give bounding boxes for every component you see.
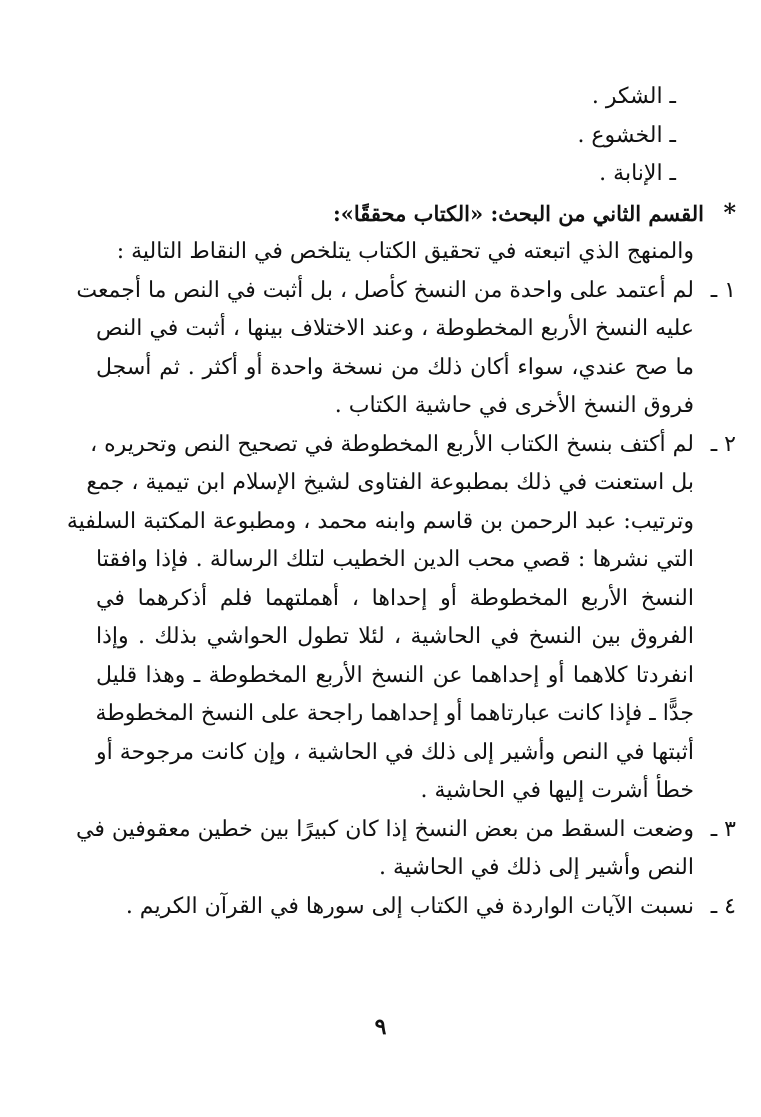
list-item-line: أثبتها في النص وأشير إلى ذلك في الحاشية ، وإن كانت مرجوحة أو [96,739,694,765]
bullet-item: ـ الشكر . [591,84,676,109]
intro-paragraph: والمنهج الذي اتبعته في تحقيق الكتاب يتلخص في النقاط التالية : [116,239,694,264]
section-heading-row [96,194,736,234]
bullet-item: ـ الخشوع . [577,122,676,148]
list-item-line: ما صح عندي، سواء أكان ذلك من نسخة واحدة أو أكثر . ثم أسجل [96,354,694,380]
bullet-item: ـ الإنابة . [599,161,676,186]
page-body [66,78,736,1078]
list-item-line: وترتيب: عبد الرحمن بن قاسم وابنه محمد ، ومطبوعة المكتبة السلفية [66,508,694,534]
section-heading: القسم الثاني من البحث: «الكتاب محققًا»: [333,200,704,226]
list-item [96,888,736,927]
list-item-line: لم أعتمد على واحدة من النسخ كأصل ، بل أثبت في النص ما أجمعت [76,277,694,303]
list-item [76,272,736,426]
list-item [76,811,736,888]
list-item-line: نسبت الآيات الواردة في الكتاب إلى سورها في القرآن الكريم . [125,893,694,919]
list-item-line: النص وأشير إلى ذلك في الحاشية . [379,855,694,880]
list-item-line: التي نشرها : قصي محب الدين الخطيب لتلك الرسالة . فإذا وافقتا [96,547,694,572]
list-item [66,426,736,811]
list-item-number: ٢ ـ [710,431,736,457]
list-item-line: انفردتا كلاهما أو إحداهما عن النسخ الأربع المخطوطة ـ وهذا قليل [96,662,694,688]
list-item-number: ٣ ـ [710,816,736,842]
list-item-line: الفروق بين النسخ في الحاشية ، لئلا تطول الحواشي بذلك . وإذا [96,624,694,649]
star-bullet-icon: * [723,197,736,227]
list-item-number: ١ ـ [710,277,736,303]
list-item-line: بل استعنت في ذلك بمطبوعة الفتاوى لشيخ الإسلام ابن تيمية ، جمع [86,470,694,495]
list-item-line: عليه النسخ الأربع المخطوطة ، وعند الاختلاف بينها ، أثبت في النص [96,316,694,341]
page-number: ٩ [374,1014,387,1040]
list-item-line: لم أكتف بنسخ الكتاب الأربع المخطوطة في تصحيح النص وتحريره ، [90,431,694,457]
list-item-line: وضعت السقط من بعض النسخ إذا كان كبيرًا بين خطين معقوفين في [76,816,694,842]
list-item-line: خطأ أشرت إليها في الحاشية . [420,778,694,803]
list-item-line: النسخ الأربع المخطوطة أو إحداها ، أهملتهما فلم أذكرهما في [96,585,694,611]
list-item-line: جدًّا ـ فإذا كانت عبارتاهما أو إحداهما راجحة على النسخ المخطوطة [95,701,694,726]
list-item-line: فروق النسخ الأخرى في حاشية الكتاب . [334,393,694,418]
list-item-number: ٤ ـ [710,893,736,919]
